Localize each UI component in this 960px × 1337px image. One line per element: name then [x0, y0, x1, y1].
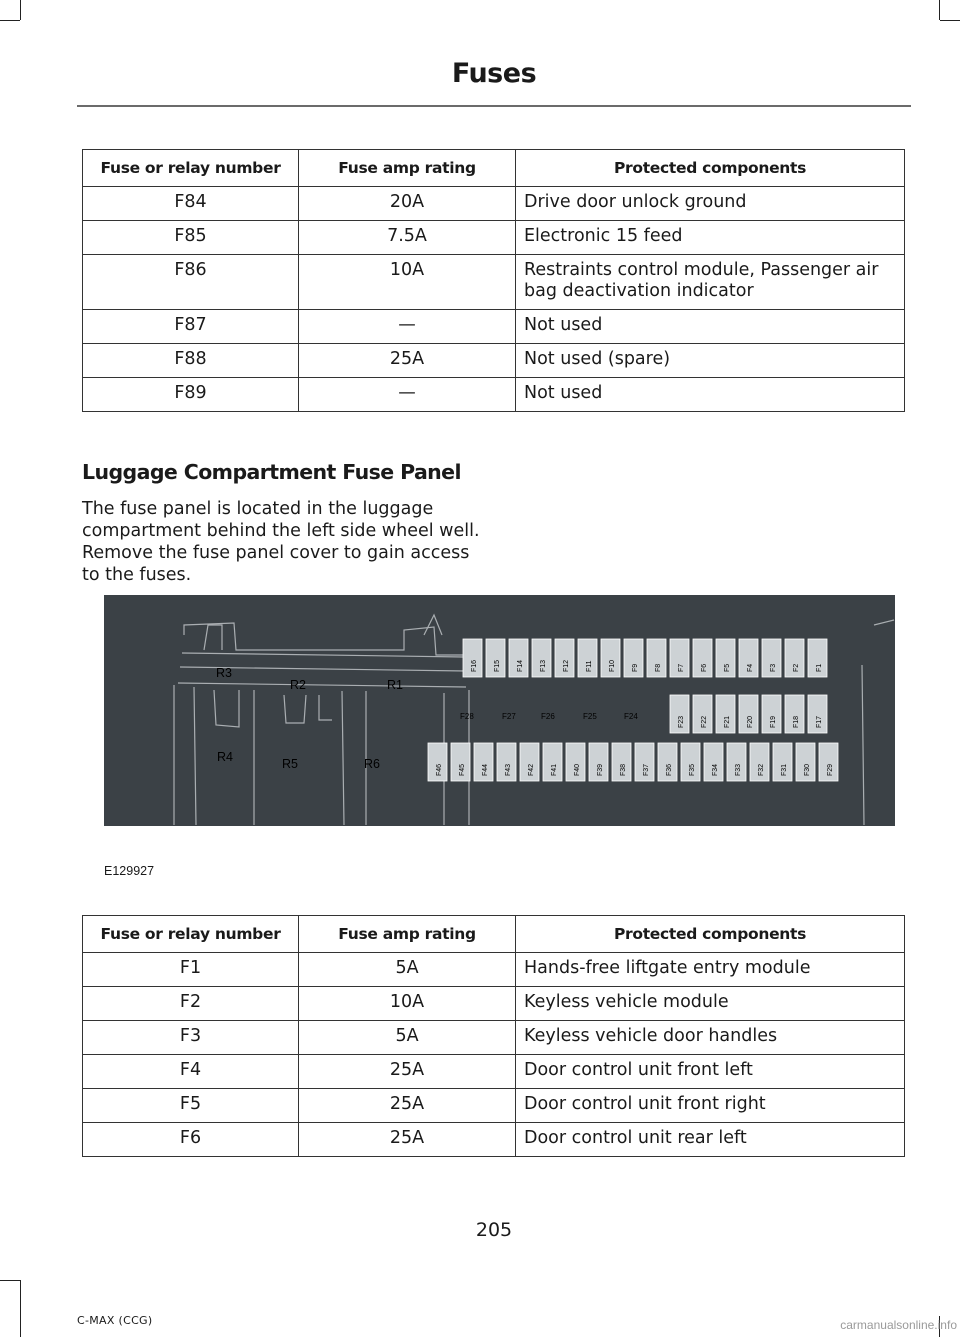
- protected-component: Keyless vehicle module: [516, 987, 905, 1021]
- fuse-label: F3: [770, 663, 777, 672]
- page-number: 205: [475, 1219, 513, 1241]
- column-header: Protected components: [516, 916, 905, 953]
- column-header: Fuse amp rating: [299, 150, 516, 187]
- table-row: [83, 310, 905, 344]
- fuse-label: F34: [712, 763, 719, 776]
- section-paragraph: The fuse panel is located in the luggage compartment behind the left side wheel well. Remove the fuse panel cover to gain access to the fuses.: [82, 499, 480, 585]
- table-row: [83, 987, 905, 1021]
- fuse-number: F88: [83, 344, 299, 378]
- fuse-label: F27: [502, 712, 516, 721]
- fuse-label: F21: [724, 715, 731, 728]
- fuse-label: F31: [781, 763, 788, 776]
- column-header: Fuse or relay number: [83, 150, 299, 187]
- fuse-label: F15: [494, 659, 501, 672]
- fuse-label: F26: [541, 712, 555, 721]
- protected-component: Not used (spare): [516, 344, 905, 378]
- protected-component: Not used: [516, 310, 905, 344]
- amp-rating: 10A: [299, 987, 516, 1021]
- crop-mark: [940, 20, 960, 21]
- relay-label: R3: [216, 666, 232, 680]
- amp-rating: 25A: [299, 1055, 516, 1089]
- fuse-label: F24: [624, 712, 638, 721]
- fuse-label: F11: [586, 660, 593, 672]
- fuse-label: F39: [597, 763, 604, 776]
- amp-rating: 7.5A: [299, 221, 516, 255]
- table-row: [83, 378, 905, 412]
- amp-rating: —: [299, 310, 516, 344]
- header-rule: [77, 105, 911, 107]
- amp-rating: 25A: [299, 1123, 516, 1157]
- fuse-label: F35: [689, 763, 696, 776]
- fuse-label: F5: [724, 663, 731, 672]
- protected-component: Door control unit front left: [516, 1055, 905, 1089]
- fuse-label: F13: [540, 659, 547, 672]
- amp-rating: 5A: [299, 1021, 516, 1055]
- fuse-label: F10: [609, 659, 616, 672]
- fuse-label: F25: [583, 712, 597, 721]
- fuse-label: F8: [655, 663, 662, 672]
- relay-label: R4: [217, 750, 233, 764]
- amp-rating: 25A: [299, 1089, 516, 1123]
- footer-watermark: carmanualsonline.info: [840, 1318, 957, 1332]
- fuse-label: F4: [747, 663, 754, 672]
- fuse-label: F30: [804, 763, 811, 776]
- page-header-title: Fuses: [451, 58, 537, 89]
- protected-component: Restraints control module, Passenger air bag deactivation indicator: [516, 255, 905, 310]
- fuse-number: F2: [83, 987, 299, 1021]
- crop-mark: [20, 1280, 21, 1337]
- protected-component: Keyless vehicle door handles: [516, 1021, 905, 1055]
- protected-component: Door control unit front right: [516, 1089, 905, 1123]
- relay-label: R6: [364, 757, 380, 771]
- table-row: [83, 953, 905, 987]
- fuse-label: F22: [701, 715, 708, 728]
- fuse-label: F37: [643, 763, 650, 776]
- fuse-label: F40: [574, 763, 581, 776]
- amp-rating: —: [299, 378, 516, 412]
- table-row: [83, 1021, 905, 1055]
- table-row: [83, 255, 905, 310]
- table-header-row: [83, 916, 905, 953]
- table-row: [83, 344, 905, 378]
- fuse-number: F87: [83, 310, 299, 344]
- table-row: [83, 1089, 905, 1123]
- fuse-label: F42: [528, 763, 535, 776]
- fuse-number: F4: [83, 1055, 299, 1089]
- amp-rating: 20A: [299, 187, 516, 221]
- fuse-table-1: [82, 149, 905, 412]
- fuse-label: F19: [770, 715, 777, 728]
- crop-mark: [0, 1280, 20, 1281]
- protected-component: Door control unit rear left: [516, 1123, 905, 1157]
- column-header: Protected components: [516, 150, 905, 187]
- table-header-row: [83, 150, 905, 187]
- fuse-number: F3: [83, 1021, 299, 1055]
- fuse-label: F46: [436, 763, 443, 776]
- fuse-label: F41: [551, 763, 558, 776]
- amp-rating: 25A: [299, 344, 516, 378]
- table-row: [83, 1123, 905, 1157]
- fuse-label: F32: [758, 763, 765, 776]
- fuse-label: F1: [816, 663, 823, 672]
- fuse-label: F36: [666, 763, 673, 776]
- fuse-label: F44: [482, 763, 489, 776]
- relay-label: R2: [290, 678, 306, 692]
- crop-mark: [0, 20, 20, 21]
- amp-rating: 10A: [299, 255, 516, 310]
- fuse-table-2: [82, 915, 905, 1157]
- fuse-label: F20: [747, 715, 754, 728]
- fuse-number: F86: [83, 255, 299, 310]
- crop-mark: [939, 0, 940, 20]
- protected-component: Electronic 15 feed: [516, 221, 905, 255]
- fuse-panel-diagram: [104, 595, 895, 826]
- fuse-label: F28: [460, 712, 474, 721]
- fuse-number: F6: [83, 1123, 299, 1157]
- fuse-label: F12: [563, 659, 570, 672]
- amp-rating: 5A: [299, 953, 516, 987]
- fuse-label: F9: [632, 663, 639, 672]
- protected-component: Hands-free liftgate entry module: [516, 953, 905, 987]
- fuse-number: F1: [83, 953, 299, 987]
- fuse-label: F7: [678, 663, 685, 672]
- fuse-label: F17: [816, 715, 823, 728]
- fuse-label: F43: [505, 763, 512, 776]
- relay-label: R5: [282, 757, 298, 771]
- fuse-label: F23: [678, 715, 685, 728]
- fuse-number: F84: [83, 187, 299, 221]
- column-header: Fuse amp rating: [299, 916, 516, 953]
- crop-mark: [20, 0, 21, 20]
- section-heading: Luggage Compartment Fuse Panel: [82, 460, 461, 484]
- fuse-label: F45: [459, 763, 466, 776]
- table-row: [83, 187, 905, 221]
- table-row: [83, 221, 905, 255]
- column-header: Fuse or relay number: [83, 916, 299, 953]
- fuse-label: F33: [735, 763, 742, 776]
- figure-id: E129927: [104, 864, 155, 878]
- fuse-label: F38: [620, 763, 627, 776]
- footer-model: C-MAX (CCG): [77, 1314, 153, 1327]
- fuse-label: F14: [517, 659, 524, 672]
- fuse-number: F89: [83, 378, 299, 412]
- protected-component: Drive door unlock ground: [516, 187, 905, 221]
- table-row: [83, 1055, 905, 1089]
- fuse-label: F16: [471, 659, 478, 672]
- fuse-label: F6: [701, 663, 708, 672]
- fuse-label: F2: [793, 663, 800, 672]
- fuse-label: F18: [793, 715, 800, 728]
- fuse-label: F29: [827, 763, 834, 776]
- fuse-number: F5: [83, 1089, 299, 1123]
- fuse-number: F85: [83, 221, 299, 255]
- protected-component: Not used: [516, 378, 905, 412]
- relay-label: R1: [387, 678, 403, 692]
